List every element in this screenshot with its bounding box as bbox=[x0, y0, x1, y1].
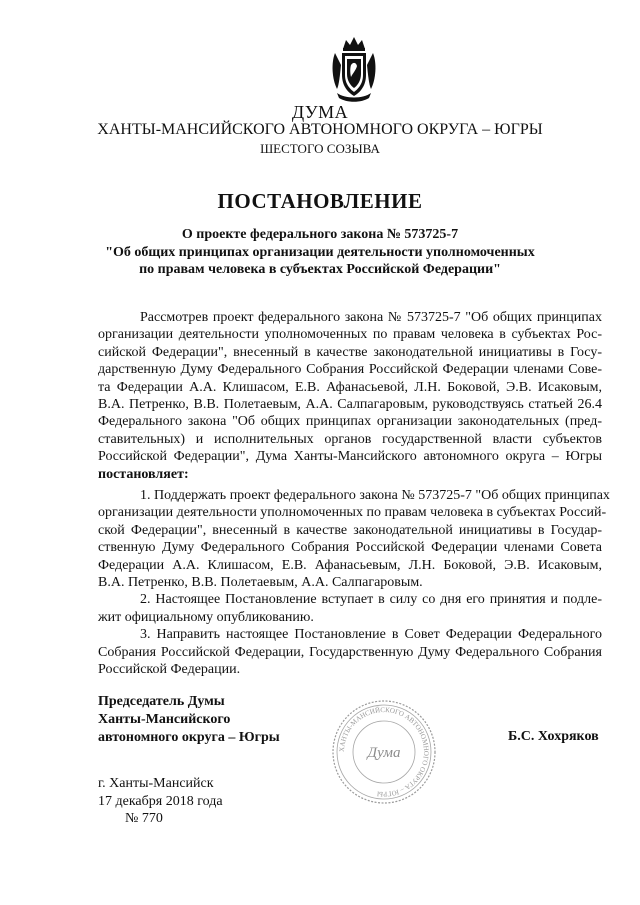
document-type: ПОСТАНОВЛЕНИЕ bbox=[217, 189, 423, 213]
preamble-line: ставительных) и исполнительных органов государственной власти субъектов bbox=[98, 431, 602, 447]
preamble-line: та Федерации А.А. Клишасом, Е.В. Афанасьевой, Л.Н. Боковой, Э.В. Исаковым, bbox=[98, 379, 602, 395]
official-stamp bbox=[330, 698, 438, 806]
stamp-ring-text: ХАНТЫ-МАНСИЙСКОГО АВТОНОМНОГО ОКРУГА – ЮГРЫ bbox=[337, 705, 431, 799]
subject-line: по правам человека в субъектах Российской Федерации" bbox=[139, 262, 501, 277]
item-line: 1. Поддержать проект федерального закона № 573725-7 "Об общих принципах bbox=[140, 488, 610, 503]
place: г. Ханты-Мансийск bbox=[98, 776, 214, 791]
item-line: организации деятельности уполномоченных по правам человека в субъектах Россий- bbox=[98, 505, 607, 521]
preamble-line: Российской Федерации", Дума Ханты-Мансийского автономного округа – Югры bbox=[98, 449, 602, 465]
preamble-line: Рассмотрев проект федерального закона № 573725-7 "Об общих принципах bbox=[140, 310, 602, 325]
item-line: жит официальному опубликованию. bbox=[98, 609, 314, 625]
date: 17 декабря 2018 года bbox=[98, 793, 223, 809]
convocation: ШЕСТОГО СОЗЫВА bbox=[260, 141, 380, 156]
coat-of-arms-icon bbox=[329, 35, 379, 105]
organization-name: ДУМА bbox=[291, 102, 349, 122]
preamble-line: Федерального закона "Об общих принципах организации законодательных (пред- bbox=[98, 414, 602, 430]
preamble-line: дарственную Думу Федерального Собрания Российской Федерации членами Сове- bbox=[98, 362, 602, 378]
item-line: 3. Направить настоящее Постановление в Совет Федерации Федерального bbox=[140, 627, 602, 643]
item-line: ственную Думу Федерального Собрания Российской Федерации членами Совета bbox=[98, 540, 602, 556]
item-line: Собрания Российской Федерации, Государственную Думу Федерального Собрания bbox=[98, 644, 602, 660]
preamble-line: организации деятельности уполномоченных по правам человека в субъектах Рос- bbox=[98, 327, 602, 343]
item-line: В.А. Петренко, В.В. Полетаевым, А.А. Салпагаровым. bbox=[98, 574, 423, 590]
subject-line: О проекте федерального закона № 573725-7 bbox=[181, 227, 459, 242]
signatory-name: Б.С. Хохряков bbox=[508, 729, 599, 744]
signatory-title-line: Ханты-Мансийского bbox=[98, 712, 231, 727]
signatory-title-line: Председатель Думы bbox=[98, 694, 225, 709]
resolution-items bbox=[98, 487, 610, 678]
document-number: № 770 bbox=[125, 811, 163, 826]
item-line: 2. Настоящее Постановление вступает в силу со дня его принятия и подле- bbox=[140, 592, 602, 608]
subject-line: "Об общих принципах организации деятельности уполномоченных bbox=[105, 244, 535, 260]
signatory-title-line: автономного округа – Югры bbox=[98, 730, 280, 745]
organization-region: ХАНТЫ-МАНСИЙСКОГО АВТОНОМНОГО ОКРУГА – ЮГРЫ bbox=[97, 121, 543, 138]
preamble-line: сийской Федерации", внесенный в качестве законодательной инициативы в Госу- bbox=[98, 344, 602, 360]
signatory-title bbox=[98, 693, 280, 747]
item-line: Российской Федерации. bbox=[98, 661, 241, 677]
item-line: ской Федерации", внесенный в качестве законодательной инициативы в Государ- bbox=[98, 522, 602, 538]
item-line: Федерации А.А. Клишасом, Е.В. Афанасьевым, Л.Н. Боковой, Э.В. Исаковым, bbox=[98, 557, 602, 573]
preamble bbox=[98, 309, 602, 483]
preamble-line: В.А. Петренко, В.В. Полетаевым, А.А. Салпагаровым, руководствуясь статьей 26.4 bbox=[98, 396, 602, 412]
document-footer bbox=[98, 775, 223, 828]
resolves-word: постановляет: bbox=[98, 466, 189, 482]
document-subject bbox=[80, 226, 560, 279]
stamp-center-text: Дума bbox=[367, 745, 401, 761]
